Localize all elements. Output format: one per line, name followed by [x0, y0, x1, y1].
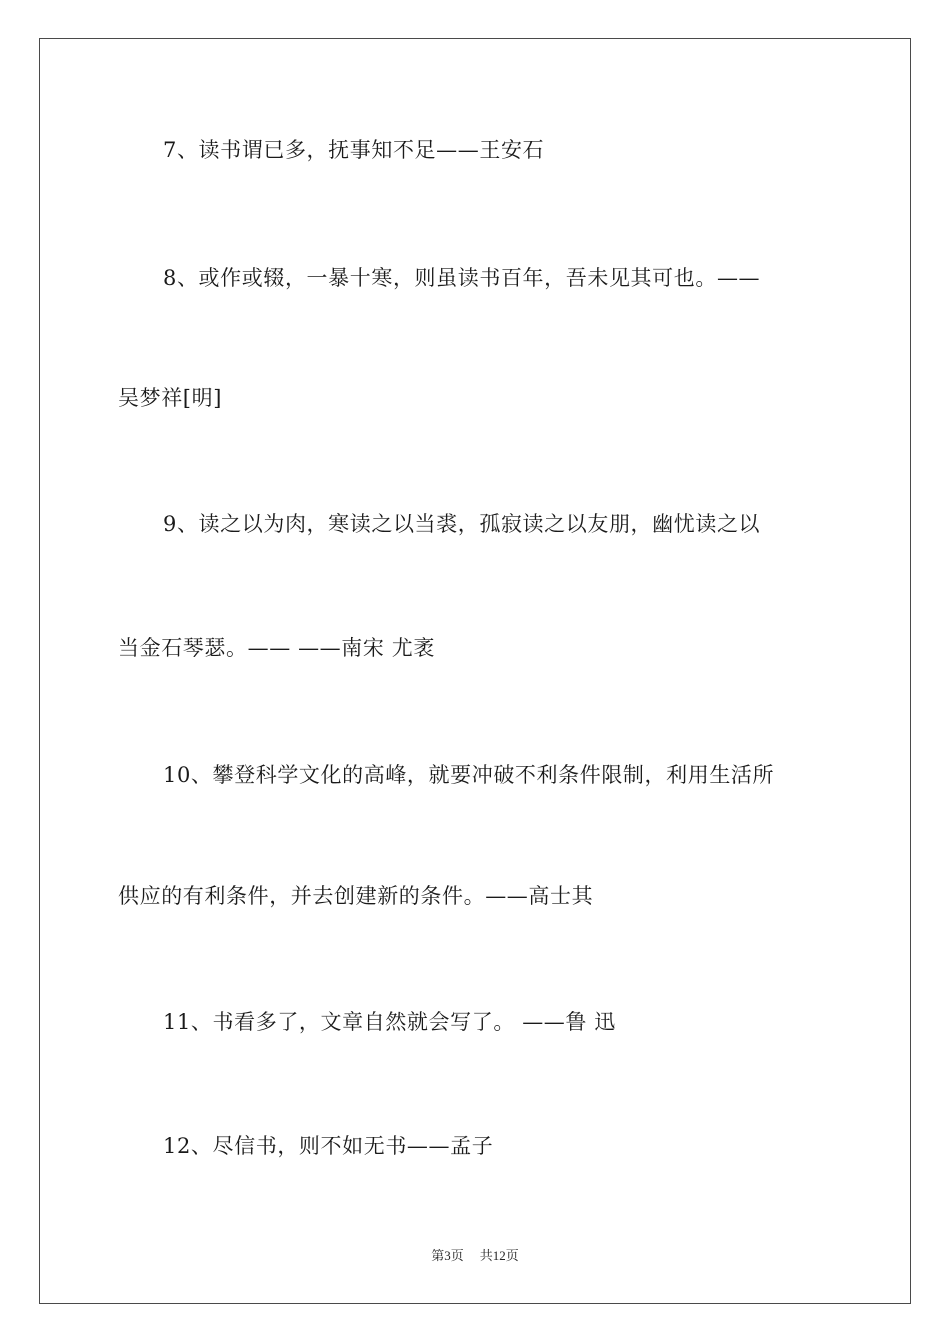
quote-7: 7、读书谓已多，抚事知不足——王安石: [163, 138, 545, 162]
quote-11: 11、书看多了，文章自然就会写了。 ——鲁 迅: [163, 1010, 616, 1034]
quote-9: 9、读之以为肉，寒读之以当裘，孤寂读之以友朋，幽忧读之以: [163, 512, 761, 536]
quote-8: 8、或作或辍，一暴十寒，则虽读书百年，吾未见其可也。——: [163, 266, 761, 290]
quote-12: 12、尽信书，则不如无书——孟子: [163, 1134, 494, 1158]
page-footer: [0, 1248, 950, 1264]
quote-9-continuation: 当金石琴瑟。—— ——南宋 尤袤: [118, 636, 435, 660]
page-border: [39, 38, 911, 1304]
page-number: 第3页: [431, 1248, 464, 1263]
page-total: 共12页: [479, 1248, 519, 1263]
quote-10-continuation: 供应的有利条件，并去创建新的条件。——高士其: [118, 884, 594, 908]
quote-10: 10、攀登科学文化的高峰，就要冲破不利条件限制，利用生活所: [163, 763, 775, 787]
quote-8-continuation: 吴梦祥[明]: [118, 386, 222, 410]
